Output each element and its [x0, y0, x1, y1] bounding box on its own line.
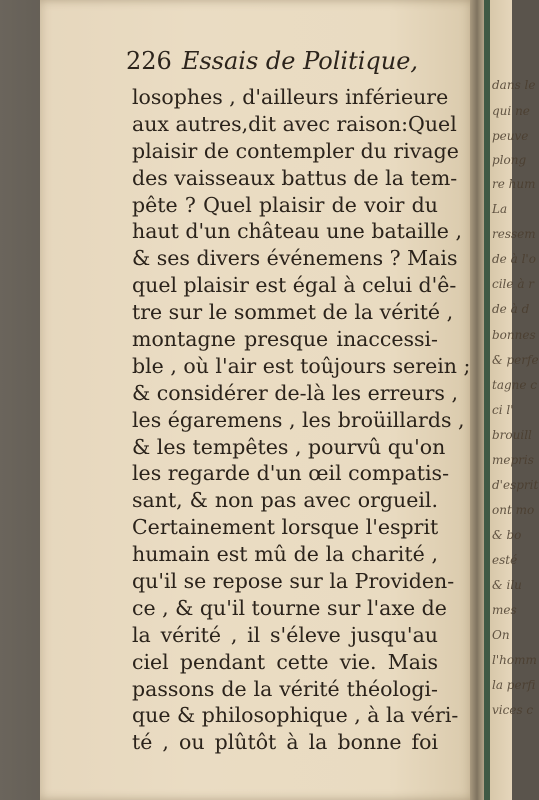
text-line: les regarde d'un œil compatis- — [132, 461, 449, 486]
facing-text-fragment: & bo — [492, 528, 522, 542]
body-text — [132, 84, 471, 756]
text-line: & considérer de-là les erreurs , — [132, 380, 458, 405]
text-line: quel plaisir est égal à celui d'ê- — [132, 273, 457, 298]
text-line: ce , & qu'il tourne sur l'axe de — [132, 595, 447, 620]
facing-text-fragment: vices c — [492, 703, 534, 717]
facing-text-fragment: d'esprit — [492, 478, 539, 492]
text-line: humain est mû de la charité , — [132, 542, 438, 567]
facing-text-fragment: la perfi — [492, 678, 536, 692]
text-line: que & philosophique , à la véri- — [132, 703, 459, 728]
facing-text-fragment: esté — [492, 553, 518, 567]
text-line: qu'il se repose sur la Providen- — [132, 569, 455, 594]
text-line: Certainement lorsque l'esprit — [132, 515, 439, 540]
facing-text-fragment: On — [492, 628, 510, 642]
running-title: Essais de Politique, — [181, 47, 419, 75]
text-line: des vaisseaux battus de la tem- — [132, 165, 458, 190]
text-line: & les tempêtes , pourvû qu'on — [132, 434, 446, 459]
text-line: passons de la vérité théologi- — [132, 676, 438, 701]
facing-text-fragment: bonnes — [492, 328, 536, 342]
text-line: & ses divers événemens ? Mais — [132, 246, 458, 271]
book-gutter — [470, 0, 484, 800]
facing-text-fragment: tagne c — [492, 378, 538, 392]
text-line: losophes , d'ailleurs inférieure — [132, 85, 449, 109]
facing-page-edge — [490, 0, 539, 800]
facing-text-fragment: mes — [492, 603, 517, 617]
facing-text-fragment: re hum — [492, 177, 536, 191]
text-line: tre sur le sommet de la vérité , — [132, 300, 454, 325]
text-line: la vérité , il s'éleve jusqu'au — [132, 622, 438, 647]
facing-text-fragment: ressem — [492, 227, 536, 241]
facing-text-fragment: mepris — [492, 453, 534, 467]
facing-text-fragment: de à l'o — [492, 252, 536, 266]
facing-text-fragment: ci l' — [492, 403, 514, 417]
text-line: pête ? Quel plaisir de voir du — [132, 192, 438, 217]
facing-text-fragment: La — [492, 202, 508, 216]
facing-text-fragment: dans le — [492, 78, 536, 92]
facing-text-fragment: & ilu — [492, 578, 522, 592]
facing-text-fragment: qui ne — [492, 104, 530, 118]
text-line: montagne presque inaccessi- — [132, 327, 438, 352]
running-head — [126, 47, 419, 81]
facing-text-fragment: de à d — [492, 302, 530, 316]
facing-text-fragment: cile à r — [492, 277, 535, 291]
text-line: ble , où l'air est toûjours serein ; — [132, 353, 471, 378]
text-line: ciel pendant cette vie. Mais — [132, 649, 438, 674]
facing-text-fragment: plong — [492, 153, 527, 167]
page-number: 226 — [126, 47, 172, 75]
text-line: aux autres,dit avec raison:Quel — [132, 111, 457, 136]
facing-text-fragment: & perfe — [492, 353, 539, 367]
facing-text-fragment: brouill — [492, 428, 532, 442]
text-line: té , ou plûtôt à la bonne foi — [132, 730, 438, 755]
text-line: sant, & non pas avec orgueil. — [132, 488, 438, 513]
text-line: haut d'un château une bataille , — [132, 219, 462, 244]
text-line: plaisir de contempler du rivage — [132, 138, 459, 163]
facing-text-fragment: l'homm — [492, 653, 537, 667]
facing-text-fragment: ont mo — [492, 503, 535, 517]
facing-text-fragment: peuve — [492, 129, 529, 143]
text-line: les égaremens , les broüillards , — [132, 407, 465, 432]
